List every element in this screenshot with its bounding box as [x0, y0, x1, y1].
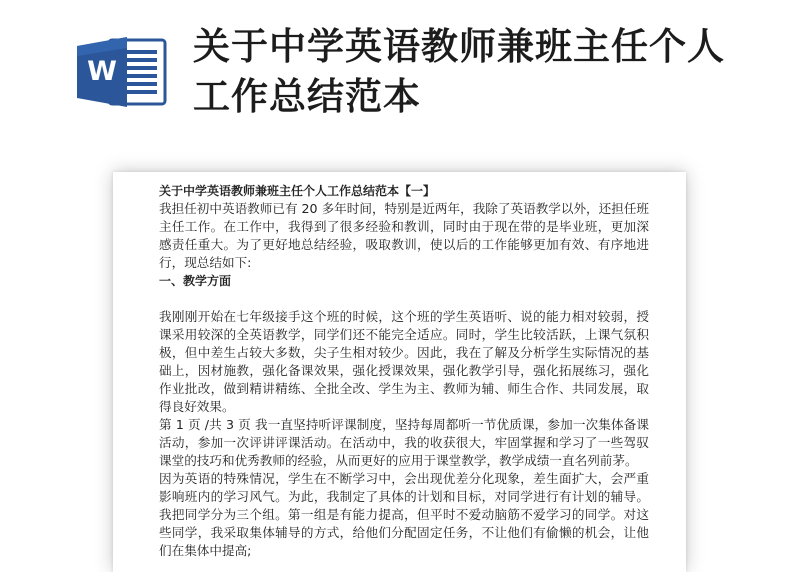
document-preview — [113, 172, 686, 572]
body-paragraph: 因为英语的特殊情况，学生在不断学习中，会出现优差分化现象，差生面扩大，会严重影响班内的学习风气。为此，我制定了具体的计划和目标，对同学进行有计划的辅导。我把同学分为三个组。第一组是有能力提高，但平时不爱动脑筋不爱学习的同学。对这些同学，我采取集体辅导的方式，给他们分配固定任务，不让他们有偷懒的机会，让他们在集体中提高; — [159, 471, 649, 558]
document-title: 关于中学英语教师兼班主任个人工作总结范本【一】 — [159, 184, 436, 198]
intro-paragraph: 我担任初中英语教师已有 20 多年时间，特别是近两年，我除了英语教学以外，还担任班主任工作。在工作中，我得到了很多经验和教训，同时由于现在带的是毕业班，更加深感责任重大。为了更好地总结经验，吸取教训，使以后的工作能够更加有效、有序地进行，现总结如下: — [159, 201, 650, 270]
word-document-icon — [75, 34, 171, 110]
paragraph-gap — [159, 290, 649, 308]
page-title: 关于中学英语教师兼班主任个人工作总结范本 — [193, 25, 725, 118]
word-icon-letter: W — [87, 56, 117, 87]
section-heading: 一、教学方面 — [159, 274, 232, 288]
document-body — [159, 182, 649, 560]
body-paragraph: 第 1 页 /共 3 页 我一直坚持听评课制度，坚持每周都听一节优质课，参加一次集体备课活动，参加一次评讲评课活动。在活动中，我的收获很大，牢固掌握和学习了一些驾驭课堂的技巧和优秀教师的经验，从而更好的应用于课堂教学，教学成绩一直名列前茅。 — [159, 417, 649, 468]
body-paragraph: 我刚刚开始在七年级接手这个班的时候，这个班的学生英语听、说的能力相对较弱，授课采用较深的全英语教学，同学们还不能完全适应。同时，学生比较活跃，上课气氛积极，但中差生占较大多数，尖子生相对较少。因此，我在了解及分析学生实际情况的基础上，因材施教，强化备课效果，强化授课效果，强化教学引导，强化拓展练习，强化作业批改，做到精讲精练、全批全改、学生为主、教师为辅、师生合作、共同发展，取得良好效果。 — [159, 309, 649, 414]
